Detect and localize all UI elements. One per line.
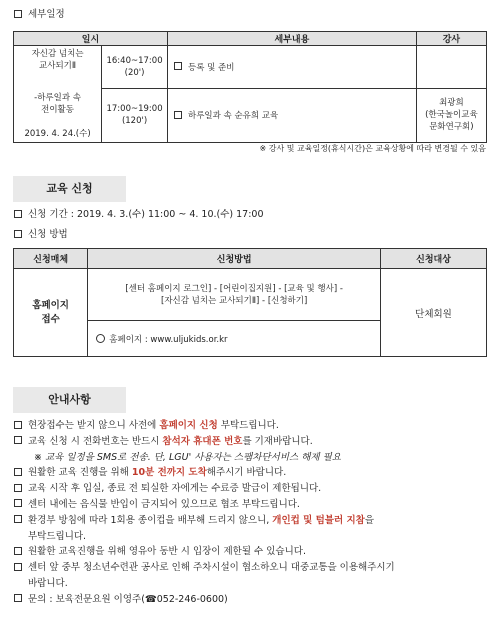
notice-highlight: 홈페이지 신청 xyxy=(159,420,218,431)
notice-text: 원활한 교육진행을 위해 영유아 동반 시 입장이 제한될 수 있습니다. xyxy=(28,546,306,558)
checkbox-square-icon xyxy=(14,515,22,523)
apply-target-cell xyxy=(381,269,487,357)
apply-method-path: [센터 홈페이지 로그인] - [어린이집지원] - [교육 및 행사] - xyxy=(125,283,343,294)
schedule-title-line: 교사되기Ⅱ xyxy=(39,61,77,71)
notice-item xyxy=(14,450,494,466)
notice-item xyxy=(14,434,494,450)
schedule-table xyxy=(13,31,487,143)
apply-period: 신청 기간 : 2019. 4. 3.(수) 11:00 ~ 4. 10.(수) 17:00 xyxy=(28,209,264,220)
notice-highlight: 10분 전까지 도착 xyxy=(131,467,207,479)
schedule-header-content: 세부내용 xyxy=(167,32,416,46)
checkbox-square-icon xyxy=(14,484,22,492)
notice-item xyxy=(14,481,494,497)
checkbox-square-icon xyxy=(14,499,22,507)
lecturer-org: (한국놀이교육 xyxy=(425,110,478,121)
schedule-lecturer-cell xyxy=(416,46,486,89)
schedule-title-cell xyxy=(14,46,102,143)
schedule-time-cell xyxy=(102,88,168,142)
apply-section-title: 교육 신청 xyxy=(13,176,126,202)
apply-method-cell xyxy=(88,269,381,321)
notice-text: 문의 : 보육전문요원 이영주(☎052-246-0600) xyxy=(28,593,228,605)
apply-table xyxy=(13,248,487,357)
lecturer-name: 최광희 xyxy=(439,98,464,109)
apply-method-line xyxy=(14,228,68,241)
apply-target: 단체회원 xyxy=(415,308,452,320)
schedule-title-line: -하루일과 속 xyxy=(34,93,81,103)
checkbox-square-icon xyxy=(14,421,22,429)
apply-homepage-link[interactable]: 홈페이지 : www.uljukids.or.kr xyxy=(109,334,228,345)
notice-item xyxy=(14,465,494,481)
notice-item-continuation: 바랍니다. xyxy=(28,577,68,589)
schedule-content: 하루일과 속 순유희 교육 xyxy=(187,111,279,122)
notice-list xyxy=(14,418,494,608)
notice-section-title: 안내사항 xyxy=(13,387,126,413)
notice-item xyxy=(14,497,494,513)
apply-medium-line: 홈페이지 xyxy=(32,299,69,311)
notice-text: 교육 신청 시 전화번호는 반드시 xyxy=(28,435,163,447)
lecturer-org: 문화연구회) xyxy=(429,122,474,133)
apply-homepage-cell xyxy=(88,321,381,357)
schedule-title-line: 자신감 넘치는 xyxy=(31,49,84,59)
notice-item xyxy=(14,592,494,608)
notice-item xyxy=(14,544,494,560)
schedule-content: 등록 및 준비 xyxy=(187,62,235,73)
schedule-header-datetime: 일시 xyxy=(14,32,168,46)
notice-item xyxy=(14,513,494,529)
schedule-heading-line xyxy=(14,8,65,21)
notice-text: 를 기재바랍니다. xyxy=(242,435,313,447)
schedule-duration: (120') xyxy=(121,116,148,127)
checkbox-square-icon xyxy=(14,210,22,218)
checkbox-square-icon xyxy=(14,230,22,238)
notice-text: 센터 내에는 음식물 반입이 금지되어 있으므로 협조 부탁드립니다. xyxy=(28,498,300,510)
notice-text: 을 xyxy=(364,514,374,526)
apply-header-target: 신청대상 xyxy=(381,249,487,269)
notice-item-continuation: 부탁드립니다. xyxy=(28,530,87,542)
schedule-header-lecturer: 강사 xyxy=(416,32,486,46)
notice-text: 부탁드립니다. xyxy=(217,420,279,431)
checkbox-square-icon xyxy=(174,62,182,70)
schedule-duration: (20') xyxy=(124,67,145,78)
schedule-time-cell xyxy=(102,46,168,89)
notice-text: 교육 시작 후 입실, 종료 전 퇴실한 자에게는 수료증 발급이 제한됩니다. xyxy=(28,483,322,495)
apply-method-heading: 신청 방법 xyxy=(28,229,68,240)
schedule-lecturer-cell xyxy=(416,88,486,142)
notice-highlight: 참석자 휴대폰 번호 xyxy=(162,435,243,447)
notice-sub-text: ※ 교육 일정을 SMS로 전송. 단, LGU' 사용자는 스팸차단서비스 해제 필요 xyxy=(34,451,341,463)
bullet-circle-icon xyxy=(96,334,105,343)
schedule-time: 16:40~17:00 xyxy=(106,55,163,66)
notice-highlight: 개인컵 및 텀블러 지참 xyxy=(272,514,365,526)
apply-medium-cell xyxy=(14,269,88,357)
apply-header-medium: 신청매체 xyxy=(14,249,88,269)
schedule-note: ※ 강사 및 교육일정(휴식시간)은 교육상황에 따라 변경될 수 있음 xyxy=(259,144,486,153)
notice-text: 환경부 방침에 따라 1회용 종이컵을 배부해 드리지 않으니, xyxy=(28,514,273,526)
apply-medium-line: 접수 xyxy=(41,313,60,325)
notice-item xyxy=(14,560,494,576)
checkbox-square-icon xyxy=(14,547,22,555)
notice-item xyxy=(14,418,494,434)
notice-text: 현장접수는 받지 않으니 사전에 xyxy=(28,420,160,431)
checkbox-square-icon xyxy=(14,594,22,602)
checkbox-square-icon xyxy=(14,436,22,444)
notice-text: 해주시기 바랍니다. xyxy=(206,467,287,479)
schedule-time: 17:00~19:00 xyxy=(106,104,163,115)
schedule-content-cell xyxy=(167,88,416,142)
schedule-title-line: 전이활동 xyxy=(41,105,74,115)
schedule-content-cell xyxy=(167,46,416,89)
checkbox-square-icon xyxy=(14,10,22,18)
checkbox-square-icon xyxy=(14,468,22,476)
apply-header-method: 신청방법 xyxy=(88,249,381,269)
apply-method-path: [자신감 넘치는 교사되기Ⅱ] - [신청하기] xyxy=(161,295,308,306)
notice-text: 센터 앞 중부 청소년수련관 공사로 인해 주차시설이 협소하오니 대중교통을 이용해주시기 xyxy=(28,562,395,574)
schedule-heading: 세부일정 xyxy=(28,9,65,20)
checkbox-square-icon xyxy=(14,563,22,571)
apply-period-line xyxy=(14,208,264,221)
schedule-date: 2019. 4. 24.(수) xyxy=(24,129,91,139)
notice-text: 원활한 교육 진행을 위해 xyxy=(28,467,132,479)
checkbox-square-icon xyxy=(174,111,182,119)
